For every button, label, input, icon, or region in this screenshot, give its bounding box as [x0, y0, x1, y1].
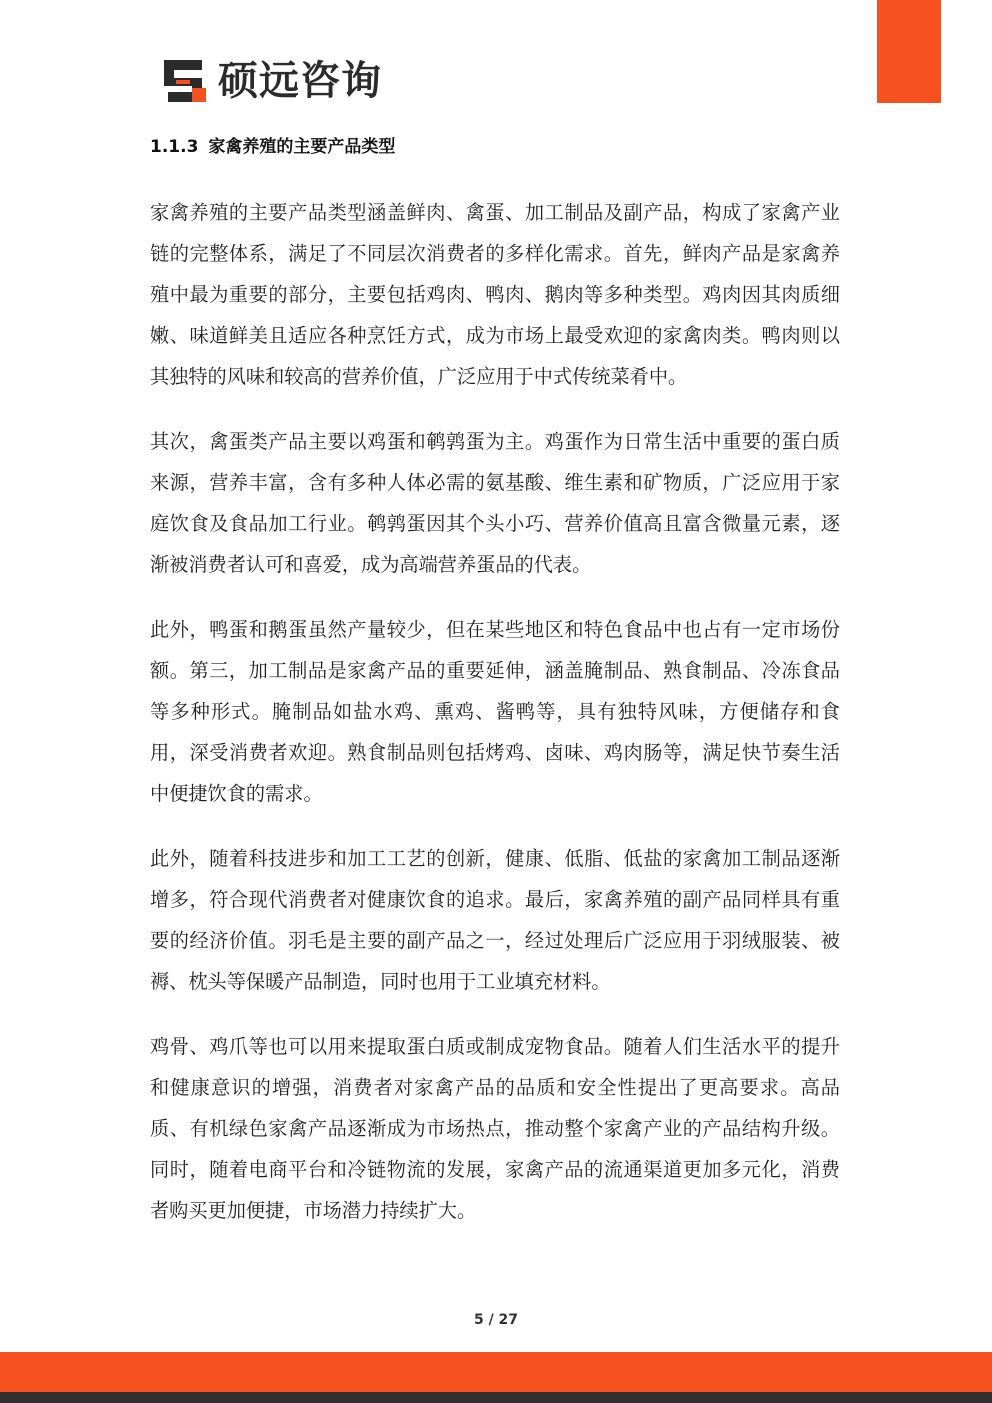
footer-base-strip [0, 1392, 992, 1403]
paragraph-4: 此外，随着科技进步和加工工艺的创新，健康、低脂、低盐的家禽加工制品逐渐增多，符合现代消费者对健康饮食的追求。最后，家禽养殖的副产品同样具有重要的经济价值。羽毛是主要的副产品之一，经过处理后广泛应用于羽绒服装、被褥、枕头等保暖产品制造，同时也用于工业填充材料。 [150, 847, 840, 993]
paragraph-1: 家禽养殖的主要产品类型涵盖鲜肉、禽蛋、加工制品及副产品，构成了家禽产业链的完整体系，满足了不同层次消费者的多样化需求。首先，鲜肉产品是家禽养殖中最为重要的部分，主要包括鸡肉、鸭肉、鹅肉等多种类型。鸡肉因其肉质细嫩、味道鲜美且适应各种烹饪方式，成为市场上最受欢迎的家禽肉类。鸭肉则以其独特的风味和较高的营养价值，广泛应用于中式传统菜肴中。 [150, 201, 840, 388]
paragraph-3: 此外，鸭蛋和鹅蛋虽然产量较少，但在某些地区和特色食品中也占有一定市场份额。第三，加工制品是家禽产品的重要延伸，涵盖腌制品、熟食制品、冷冻食品等多种形式。腌制品如盐水鸡、熏鸡、酱鸭等，具有独特风味，方便储存和食用，深受消费者欢迎。熟食制品则包括烤鸡、卤味、鸡肉肠等，满足快节奏生活中便捷饮食的需求。 [150, 618, 840, 805]
company-name: 硕远咨询 [218, 58, 382, 104]
paragraph-5: 鸡骨、鸡爪等也可以用来提取蛋白质或制成宠物食品。随着人们生活水平的提升和健康意识的增强，消费者对家禽产品的品质和安全性提出了更高要求。高品质、有机绿色家禽产品逐渐成为市场热点，推动整个家禽产业的产品结构升级。同时，随着电商平台和冷链物流的发展，家禽产品的流通渠道更加多元化，消费者购买更加便捷，市场潜力持续扩大。 [150, 1035, 840, 1222]
footer-accent-bar [0, 1352, 992, 1392]
company-logo-icon [162, 58, 208, 104]
section-number: 1.1.3 [150, 137, 199, 157]
corner-accent-tab [877, 0, 941, 103]
body-text [150, 192, 840, 1255]
paragraph-2: 其次，禽蛋类产品主要以鸡蛋和鹌鹑蛋为主。鸡蛋作为日常生活中重要的蛋白质来源，营养丰富，含有多种人体必需的氨基酸、维生素和矿物质，广泛应用于家庭饮食及食品加工行业。鹌鹑蛋因其个头小巧、营养价值高且富含微量元素，逐渐被消费者认可和喜爱，成为高端营养蛋品的代表。 [150, 430, 840, 576]
section-title: 家禽养殖的主要产品类型 [208, 137, 396, 157]
section-heading [150, 134, 395, 160]
company-logo [162, 58, 382, 104]
page-number: 5 / 27 [473, 1312, 519, 1328]
